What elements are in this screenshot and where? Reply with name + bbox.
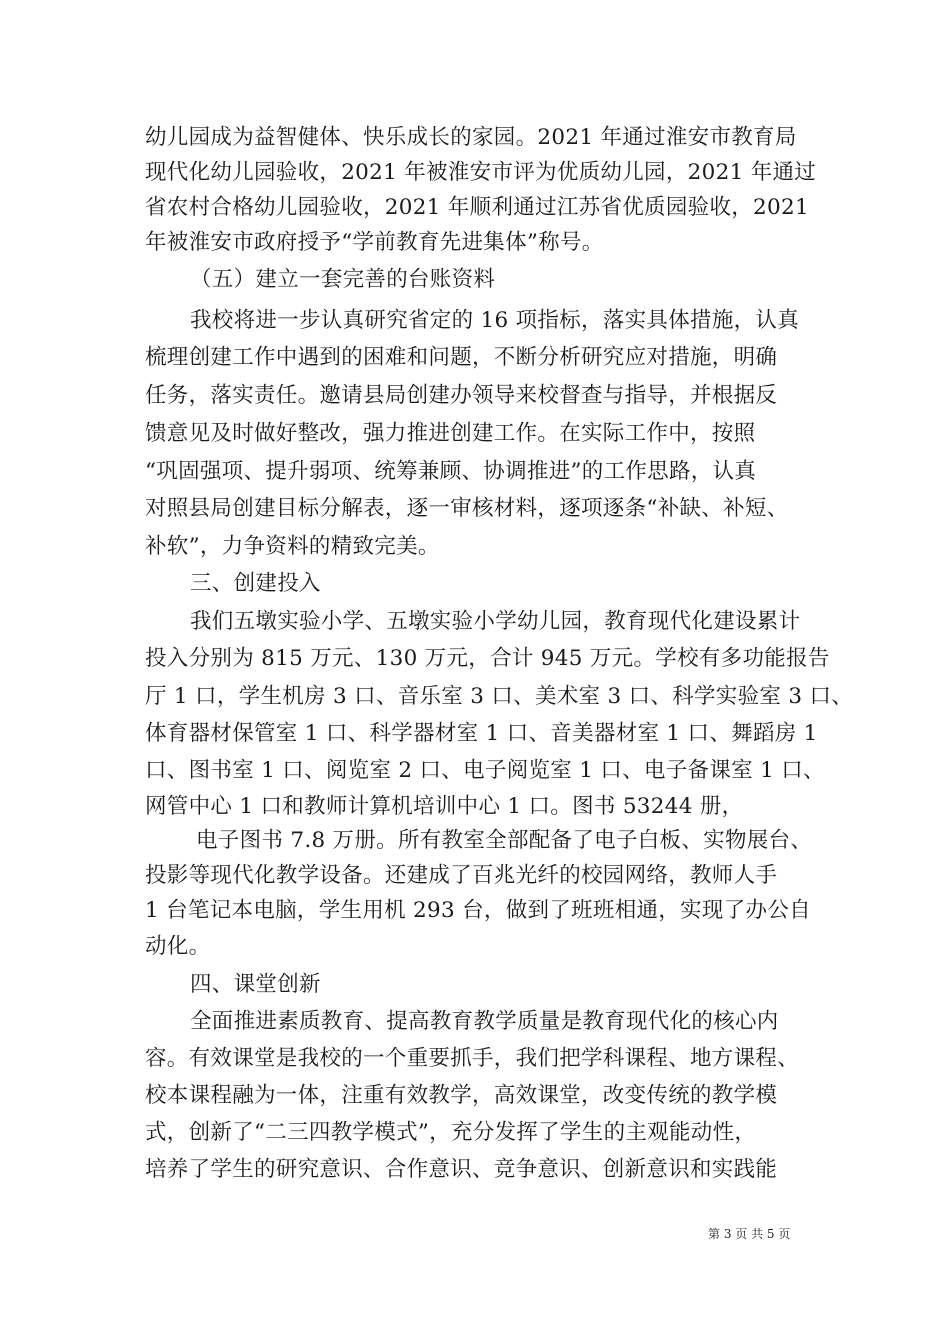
text-line: 省农村合格幼儿园验收，2021 年顺利通过江苏省优质园验收，2021 — [145, 195, 809, 220]
text-line: 梳理创建工作中遇到的困难和问题，不断分析研究应对措施，明确 — [145, 345, 778, 370]
text-line: 补软”，力争资料的精致完美。 — [145, 534, 440, 559]
text-line: 网管中心 1 口和教师计算机培训中心 1 口。图书 53244 册， — [145, 794, 744, 819]
text-line: 动化。 — [145, 934, 211, 959]
text-line: 投入分别为 815 万元、130 万元，合计 945 万元。学校有多功能报告 — [145, 646, 830, 671]
text-line: 我们五墩实验小学、五墩实验小学幼儿园，教育现代化建设累计 — [190, 609, 801, 634]
text-line: 厅 1 口，学生机房 3 口、音乐室 3 口、美术室 3 口、科学实验室 3 口、 — [145, 684, 854, 709]
text-line: 培养了学生的研究意识、合作意识、竞争意识、创新意识和实践能 — [145, 1157, 778, 1182]
text-line: 容。有效课堂是我校的一个重要抓手，我们把学科课程、地方课程、 — [145, 1046, 800, 1071]
text-line: 校本课程融为一体，注重有效教学，高效课堂，改变传统的教学模 — [145, 1083, 778, 1108]
text-line: 全面推进素质教育、提高教育教学质量是教育现代化的核心内 — [190, 1009, 779, 1034]
section-heading: （五）建立一套完善的台账资料 — [190, 267, 496, 292]
text-line: 投影等现代化教学设备。还建成了百兆光纤的校园网络，教师人手 — [145, 863, 778, 888]
text-line: 式，创新了“二三四教学模式”，充分发挥了学生的主观能动性， — [145, 1120, 757, 1145]
text-line: 幼儿园成为益智健体、快乐成长的家园。2021 年通过淮安市教育局 — [145, 125, 797, 150]
text-line: “巩固强项、提升弱项、统筹兼顾、协调推进”的工作思路，认真 — [145, 459, 757, 484]
text-line: 年被淮安市政府授予“学前教育先进集体”称号。 — [145, 230, 604, 255]
text-line: 对照县局创建目标分解表，逐一审核材料，逐项逐条“补缺、补短、 — [145, 496, 789, 521]
text-line: 馈意见及时做好整改，强力推进创建工作。在实际工作中，按照 — [145, 421, 756, 446]
text-line: 任务，落实责任。邀请县局创建办领导来校督查与指导，并根据反 — [145, 383, 778, 408]
text-line: 体育器材保管室 1 口、科学器材室 1 口、音美器材室 1 口、舞蹈房 1 — [145, 721, 818, 746]
section-heading: 三、创建投入 — [190, 571, 321, 596]
text-line: 现代化幼儿园验收，2021 年被淮安市评为优质幼儿园，2021 年通过 — [145, 160, 817, 185]
text-line: 电子图书 7.8 万册。所有教室全部配备了电子白板、实物展台、 — [196, 828, 813, 853]
text-line: 1 台笔记本电脑，学生用机 293 台，做到了班班相通，实现了办公自 — [145, 898, 811, 923]
page-number: 第 3 页 共 5 页 — [708, 1227, 791, 1241]
text-line: 我校将进一步认真研究省定的 16 项指标，落实具体措施，认真 — [190, 308, 800, 333]
text-line: 口、图书室 1 口、阅览室 2 口、电子阅览室 1 口、电子备课室 1 口、 — [145, 758, 825, 783]
section-heading: 四、课堂创新 — [190, 972, 321, 997]
